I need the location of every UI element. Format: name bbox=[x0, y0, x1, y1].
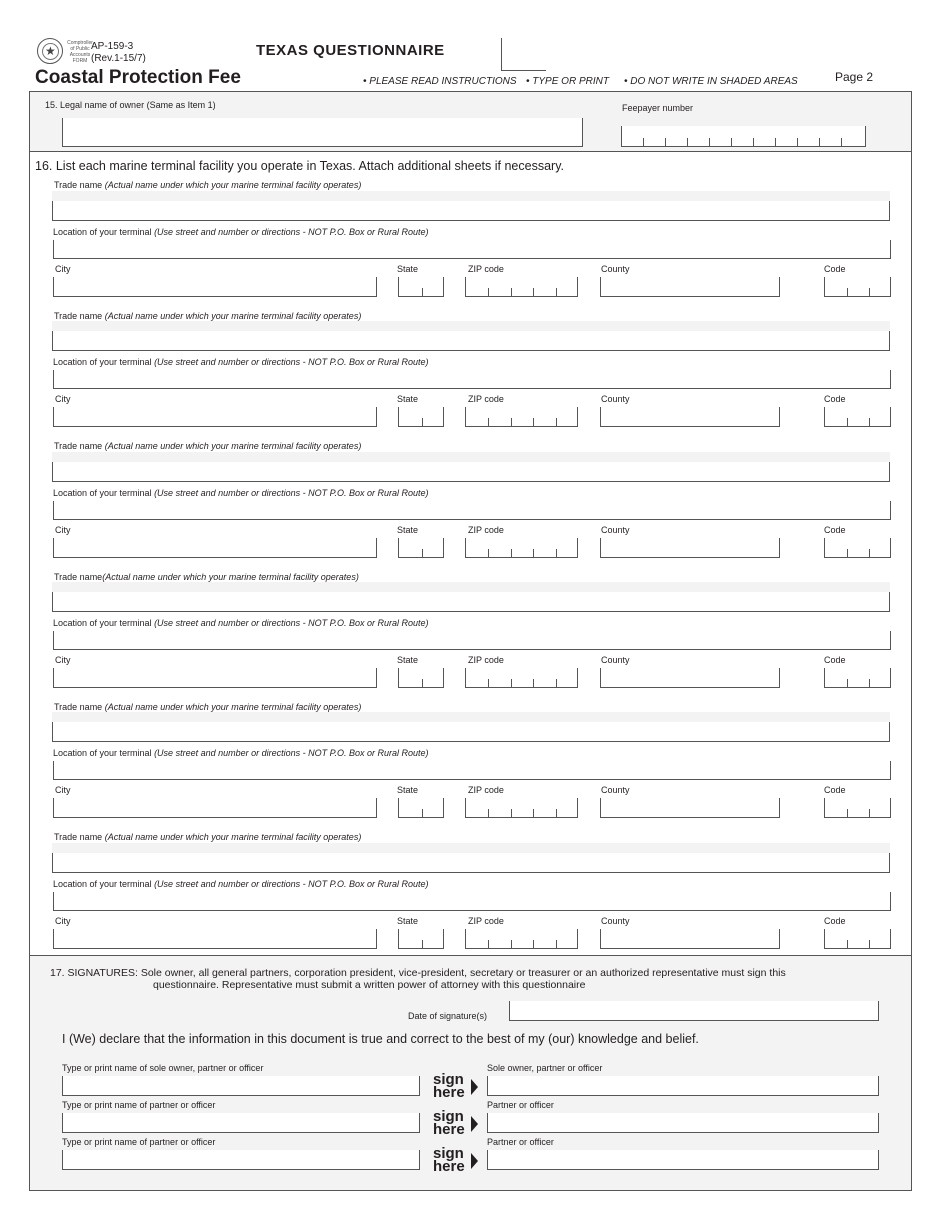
instruction-read: • PLEASE READ INSTRUCTIONS bbox=[363, 76, 517, 87]
trade-name-label: Trade name (Actual name under which your marine terminal facility operates) bbox=[54, 702, 362, 712]
state-field[interactable] bbox=[398, 798, 444, 818]
city-field[interactable] bbox=[53, 668, 377, 688]
code-field[interactable] bbox=[824, 798, 891, 818]
state-field[interactable] bbox=[398, 929, 444, 949]
page-number: Page 2 bbox=[835, 70, 874, 84]
county-field[interactable] bbox=[600, 798, 780, 818]
office-use-box bbox=[501, 38, 546, 71]
zip-field[interactable] bbox=[465, 798, 578, 818]
city-label: City bbox=[55, 394, 71, 404]
code-field[interactable] bbox=[824, 668, 891, 688]
location-field[interactable] bbox=[53, 761, 891, 780]
signer1-name-field[interactable] bbox=[62, 1076, 420, 1096]
zip-label: ZIP code bbox=[468, 525, 504, 535]
form-title: TEXAS QUESTIONNAIRE bbox=[256, 42, 445, 59]
signer1-name-label: Type or print name of sole owner, partner or officer bbox=[62, 1063, 264, 1073]
location-field[interactable] bbox=[53, 501, 891, 520]
city-label: City bbox=[55, 785, 71, 795]
form-subtitle: Coastal Protection Fee bbox=[35, 67, 241, 88]
location-field[interactable] bbox=[53, 370, 891, 389]
trade-name-label: Trade name (Actual name under which your marine terminal facility operates) bbox=[54, 311, 362, 321]
state-label: State bbox=[397, 655, 419, 665]
county-label: County bbox=[601, 394, 630, 404]
zip-field[interactable] bbox=[465, 538, 578, 558]
city-label: City bbox=[55, 264, 71, 274]
trade-name-field[interactable] bbox=[52, 592, 890, 612]
county-field[interactable] bbox=[600, 668, 780, 688]
signer2-signature-field[interactable] bbox=[487, 1113, 879, 1133]
location-field[interactable] bbox=[53, 892, 891, 911]
county-label: County bbox=[601, 264, 630, 274]
trade-name-field[interactable] bbox=[52, 722, 890, 742]
form-number: AP-159-3 bbox=[91, 41, 134, 52]
signer1-signature-label: Sole owner, partner or officer bbox=[487, 1063, 603, 1073]
location-label: Location of your terminal (Use street and number or directions - NOT P.O. Box or Rural Route) bbox=[53, 618, 429, 628]
signatures-line1: 17. SIGNATURES: Sole owner, all general partners, corporation president, vice-president, secretary or treasurer or an authorized representative must sign this bbox=[50, 967, 786, 979]
code-label: Code bbox=[824, 785, 846, 795]
trade-name-field[interactable] bbox=[52, 201, 890, 221]
signer2-name-label: Type or print name of partner or officer bbox=[62, 1100, 216, 1110]
trade-name-field[interactable] bbox=[52, 462, 890, 482]
sign-here-marker: sign here bbox=[433, 1073, 465, 1099]
county-field[interactable] bbox=[600, 929, 780, 949]
city-label: City bbox=[55, 525, 71, 535]
code-label: Code bbox=[824, 394, 846, 404]
city-field[interactable] bbox=[53, 277, 377, 297]
comptroller-seal bbox=[37, 38, 63, 64]
location-label: Location of your terminal (Use street and number or directions - NOT P.O. Box or Rural Route) bbox=[53, 748, 429, 758]
form-revision: (Rev.1-15/7) bbox=[91, 53, 146, 64]
arrow-right-icon bbox=[471, 1079, 478, 1095]
code-label: Code bbox=[824, 525, 846, 535]
location-label: Location of your terminal (Use street and number or directions - NOT P.O. Box or Rural Route) bbox=[53, 488, 429, 498]
county-label: County bbox=[601, 655, 630, 665]
signer3-signature-label: Partner or officer bbox=[487, 1137, 554, 1147]
county-label: County bbox=[601, 525, 630, 535]
instruction-type: • TYPE OR PRINT bbox=[526, 76, 609, 87]
city-field[interactable] bbox=[53, 929, 377, 949]
state-field[interactable] bbox=[398, 407, 444, 427]
city-field[interactable] bbox=[53, 407, 377, 427]
state-label: State bbox=[397, 785, 419, 795]
feepayer-number-label: Feepayer number bbox=[622, 103, 694, 113]
zip-field[interactable] bbox=[465, 929, 578, 949]
owner-name-label: 15. Legal name of owner (Same as Item 1) bbox=[45, 100, 216, 110]
instruction-shaded: • DO NOT WRITE IN SHADED AREAS bbox=[624, 76, 798, 87]
city-field[interactable] bbox=[53, 798, 377, 818]
signer1-signature-field[interactable] bbox=[487, 1076, 879, 1096]
owner-name-field[interactable] bbox=[62, 118, 583, 147]
arrow-right-icon bbox=[471, 1153, 478, 1169]
sign-here-marker: sign here bbox=[433, 1147, 465, 1173]
section16-title: 16. List each marine terminal facility you operate in Texas. Attach additional sheets if necessary. bbox=[35, 159, 564, 173]
code-field[interactable] bbox=[824, 929, 891, 949]
zip-field[interactable] bbox=[465, 407, 578, 427]
signer2-name-field[interactable] bbox=[62, 1113, 420, 1133]
state-field[interactable] bbox=[398, 668, 444, 688]
code-field[interactable] bbox=[824, 538, 891, 558]
state-field[interactable] bbox=[398, 277, 444, 297]
zip-label: ZIP code bbox=[468, 785, 504, 795]
code-label: Code bbox=[824, 655, 846, 665]
state-label: State bbox=[397, 525, 419, 535]
location-field[interactable] bbox=[53, 240, 891, 259]
state-label: State bbox=[397, 394, 419, 404]
trade-name-label: Trade name (Actual name under which your marine terminal facility operates) bbox=[54, 832, 362, 842]
state-label: State bbox=[397, 264, 419, 274]
zip-field[interactable] bbox=[465, 277, 578, 297]
zip-label: ZIP code bbox=[468, 655, 504, 665]
agency-name: Comptroller of Public Accounts FORM bbox=[67, 40, 93, 64]
trade-name-label: Trade name (Actual name under which your marine terminal facility operates) bbox=[54, 441, 362, 451]
signer3-signature-field[interactable] bbox=[487, 1150, 879, 1170]
state-field[interactable] bbox=[398, 538, 444, 558]
location-label: Location of your terminal (Use street and number or directions - NOT P.O. Box or Rural Route) bbox=[53, 357, 429, 367]
county-label: County bbox=[601, 785, 630, 795]
star-icon: ★ bbox=[45, 44, 56, 58]
divider bbox=[29, 151, 912, 152]
county-field[interactable] bbox=[600, 538, 780, 558]
code-label: Code bbox=[824, 264, 846, 274]
trade-name-field[interactable] bbox=[52, 331, 890, 351]
zip-label: ZIP code bbox=[468, 264, 504, 274]
date-of-signature-field[interactable] bbox=[509, 1001, 879, 1021]
location-label: Location of your terminal (Use street and number or directions - NOT P.O. Box or Rural Route) bbox=[53, 879, 429, 889]
arrow-right-icon bbox=[471, 1116, 478, 1132]
signatures-line2: questionnaire. Representative must submit a written power of attorney with this questionnaire bbox=[153, 979, 586, 991]
zip-field[interactable] bbox=[465, 668, 578, 688]
sign-here-marker: sign here bbox=[433, 1110, 465, 1136]
code-label: Code bbox=[824, 916, 846, 926]
code-field[interactable] bbox=[824, 277, 891, 297]
declaration-text: I (We) declare that the information in this document is true and correct to the best of my (our) knowledge and belief. bbox=[62, 1032, 699, 1046]
trade-name-field[interactable] bbox=[52, 853, 890, 873]
city-label: City bbox=[55, 655, 71, 665]
signer3-name-label: Type or print name of partner or officer bbox=[62, 1137, 216, 1147]
date-of-signature-label: Date of signature(s) bbox=[408, 1011, 488, 1021]
city-label: City bbox=[55, 916, 71, 926]
state-label: State bbox=[397, 916, 419, 926]
zip-label: ZIP code bbox=[468, 916, 504, 926]
county-field[interactable] bbox=[600, 407, 780, 427]
trade-name-label: Trade name (Actual name under which your marine terminal facility operates) bbox=[54, 180, 362, 190]
county-label: County bbox=[601, 916, 630, 926]
city-field[interactable] bbox=[53, 538, 377, 558]
trade-name-label: Trade name(Actual name under which your marine terminal facility operates) bbox=[54, 572, 359, 582]
county-field[interactable] bbox=[600, 277, 780, 297]
form-number-block bbox=[91, 41, 146, 65]
signer2-signature-label: Partner or officer bbox=[487, 1100, 554, 1110]
zip-label: ZIP code bbox=[468, 394, 504, 404]
feepayer-number-field[interactable] bbox=[621, 126, 866, 147]
location-label: Location of your terminal (Use street and number or directions - NOT P.O. Box or Rural Route) bbox=[53, 227, 429, 237]
code-field[interactable] bbox=[824, 407, 891, 427]
signatures-instructions bbox=[50, 967, 786, 991]
location-field[interactable] bbox=[53, 631, 891, 650]
signer3-name-field[interactable] bbox=[62, 1150, 420, 1170]
